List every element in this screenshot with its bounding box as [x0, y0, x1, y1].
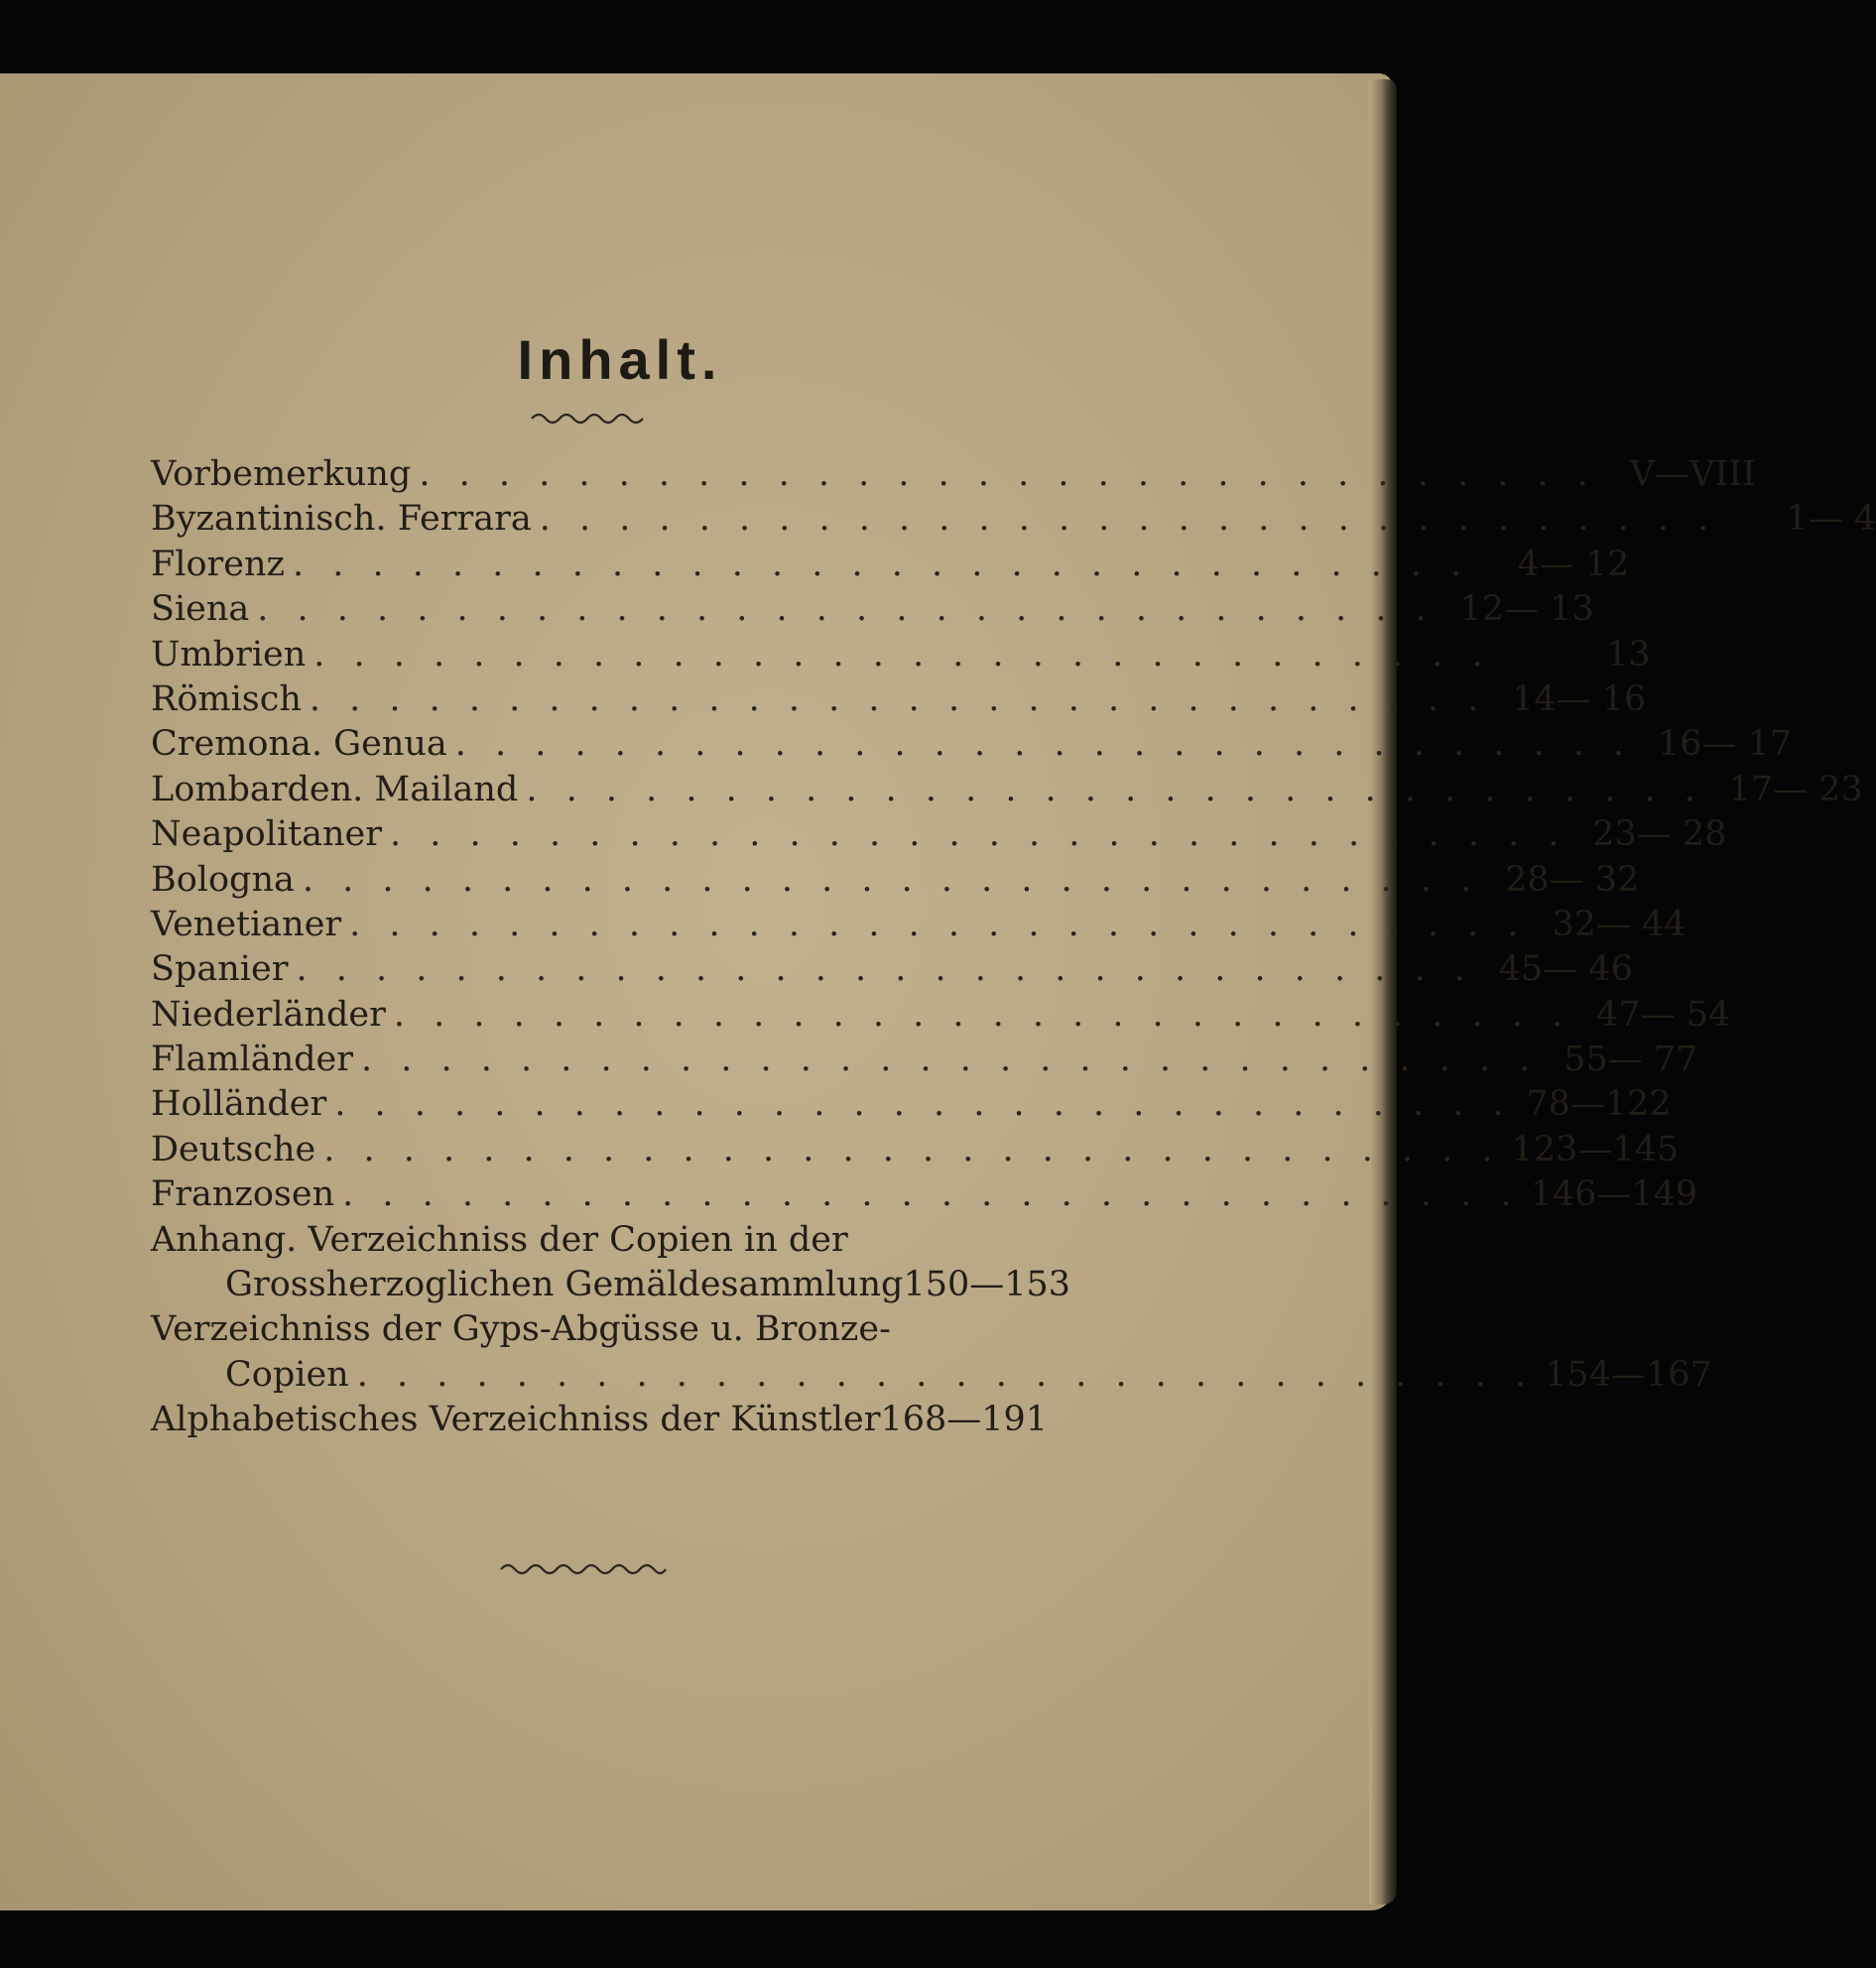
- toc-entry-pages: 45— 46: [1498, 949, 1633, 990]
- toc-entry: [151, 677, 1647, 722]
- toc-entry-pages: 32— 44: [1552, 904, 1687, 944]
- dot-leader: . . . . . . . . . . . . . . . . . . . . . . . . . . . . . .: [393, 994, 1572, 1035]
- page-title: Inhalt.: [517, 328, 723, 391]
- toc-entry-pages: 168—191: [880, 1400, 1049, 1440]
- toc-entry-pages: V—VIII: [1629, 454, 1756, 494]
- toc-entry: [151, 1353, 1712, 1398]
- toc-entry-pages: 78—122: [1526, 1084, 1672, 1125]
- toc-entry-label: Anhang. Verzeichniss der Copien in der: [151, 1219, 848, 1260]
- toc-entry: [151, 1172, 1698, 1217]
- toc-entry-label: Bologna: [151, 859, 295, 900]
- dot-leader: . . . . . . . . . . . . . . . . . . . . . . . . . . . . . .: [309, 678, 1488, 719]
- toc-entry-pages: 28— 32: [1505, 859, 1640, 900]
- toc-entry-label: Holländer: [151, 1084, 327, 1125]
- dot-leader: . . . . . . . . . . . . . . . . . . . . . . . . . . . . . .: [302, 859, 1481, 900]
- toc-entry-label: Copien: [225, 1354, 349, 1395]
- toc-entry-pages: 23— 28: [1592, 814, 1727, 855]
- toc-entry-label: Franzosen: [151, 1174, 335, 1215]
- dot-leader: . . . . . . . . . . . . . . . . . . . . . . . . . . . . . .: [454, 724, 1634, 765]
- toc-entry: [151, 1263, 1071, 1307]
- toc-entry-pages: 47— 54: [1596, 994, 1731, 1035]
- toc-entry-pages: 1— 4: [1786, 499, 1876, 540]
- toc-entry-pages: 4— 12: [1517, 544, 1630, 584]
- toc-entry-pages: 55— 77: [1563, 1040, 1698, 1080]
- dot-leader: . . . . . . . . . . . . . . . . . . . . . . . . . . . . . .: [419, 454, 1597, 494]
- toc-entry-pages: 150—153: [903, 1265, 1071, 1305]
- toc-entry-pages: 17— 23: [1728, 769, 1863, 809]
- toc-entry-label: Neapolitaner: [151, 814, 382, 855]
- dot-leader: . . . . . . . . . . . . . . . . . . . . . . . . . . . . . .: [292, 544, 1471, 584]
- toc-entry-label: Lombarden. Mailand: [151, 769, 519, 809]
- toc-entry: [151, 993, 1731, 1038]
- toc-entry-label: Umbrien: [151, 634, 307, 675]
- bottom-wavy-ornament: [501, 1559, 666, 1575]
- toc-entry: [151, 1398, 1049, 1442]
- toc-entry: [151, 812, 1727, 857]
- toc-entry: [151, 1307, 1014, 1352]
- toc-entry-label: Vorbemerkung: [151, 454, 412, 494]
- toc-entry-label: Verzeichniss der Gyps-Abgüsse u. Bronze-: [151, 1309, 891, 1350]
- toc-entry: [151, 1082, 1672, 1127]
- toc-entry-label: Grossherzoglichen Gemäldesammlung: [225, 1265, 904, 1305]
- toc-entry-pages: 123—145: [1511, 1129, 1680, 1169]
- table-of-contents: [151, 452, 1876, 1443]
- toc-entry: [151, 858, 1640, 903]
- dot-leader: . . . . . . . . . . . . . . . . . . . . . . . . . . . . . .: [539, 499, 1718, 540]
- toc-entry: [151, 768, 1863, 812]
- dot-leader: . . . . . . . . . . . . . . . . . . . . . . . . . . . . . .: [334, 1084, 1513, 1125]
- toc-entry-pages: 14— 16: [1512, 678, 1647, 719]
- toc-entry-label: Siena: [151, 589, 250, 630]
- dot-leader: . . . . . . . . . . . . . . . . . . . . . . . . . . . . . .: [342, 1174, 1521, 1215]
- dot-leader: . . . . . . . . . . . . . . . . . . . . . . . . . . . . . .: [390, 814, 1568, 855]
- dot-leader: . . . . . . . . . . . . . . . . . . . . . . . . . . . . . .: [526, 769, 1704, 809]
- toc-entry: [151, 722, 1793, 767]
- toc-entry-pages: 146—149: [1530, 1174, 1698, 1215]
- toc-entry: [151, 633, 1651, 677]
- toc-entry-label: Florenz: [151, 544, 285, 584]
- toc-entry: [151, 1218, 1014, 1263]
- dot-leader: . . . . . . . . . . . . . . . . . . . . . . . . . . . . . .: [257, 589, 1436, 630]
- toc-entry: [151, 543, 1630, 587]
- toc-entry-pages: 12— 13: [1459, 589, 1594, 630]
- toc-entry: [151, 1038, 1698, 1082]
- dot-leader: . . . . . . . . . . . . . . . . . . . . . . . . . . . . . .: [296, 949, 1474, 990]
- dot-leader: . . . . . . . . . . . . . . . . . . . . . . . . . . . . . .: [349, 904, 1528, 944]
- dot-leader: . . . . . . . . . . . . . . . . . . . . . . . . . . . . . .: [323, 1129, 1502, 1169]
- toc-entry-pages: 16— 17: [1657, 724, 1793, 765]
- top-wavy-ornament: [532, 409, 643, 425]
- toc-entry-label: Flamländer: [151, 1040, 353, 1080]
- dot-leader: . . . . . . . . . . . . . . . . . . . . . . . . . . . . . .: [313, 634, 1492, 675]
- toc-entry-label: Alphabetisches Verzeichniss der Künstler: [151, 1400, 881, 1440]
- toc-entry: [151, 947, 1633, 992]
- toc-entry-label: Byzantinisch. Ferrara: [151, 499, 532, 540]
- toc-entry-label: Spanier: [151, 949, 289, 990]
- toc-entry-label: Römisch: [151, 678, 302, 719]
- dot-leader: . . . . . . . . . . . . . . . . . . . . . . . . . . . . . .: [360, 1040, 1540, 1080]
- dot-leader: . . . . . . . . . . . . . . . . . . . . . . . . . . . . . .: [356, 1354, 1536, 1395]
- toc-entry: [151, 452, 1756, 497]
- toc-entry: [151, 587, 1594, 632]
- toc-entry-label: Cremona. Genua: [151, 724, 447, 765]
- toc-entry-label: Niederländer: [151, 994, 386, 1035]
- toc-entry: [151, 1128, 1680, 1172]
- toc-entry: [151, 497, 1876, 542]
- toc-entry-pages: 154—167: [1545, 1354, 1712, 1395]
- toc-entry: [151, 903, 1687, 947]
- toc-entry-label: Deutsche: [151, 1129, 316, 1169]
- toc-entry-label: Venetianer: [151, 904, 342, 944]
- toc-entry-pages: 13: [1606, 634, 1651, 675]
